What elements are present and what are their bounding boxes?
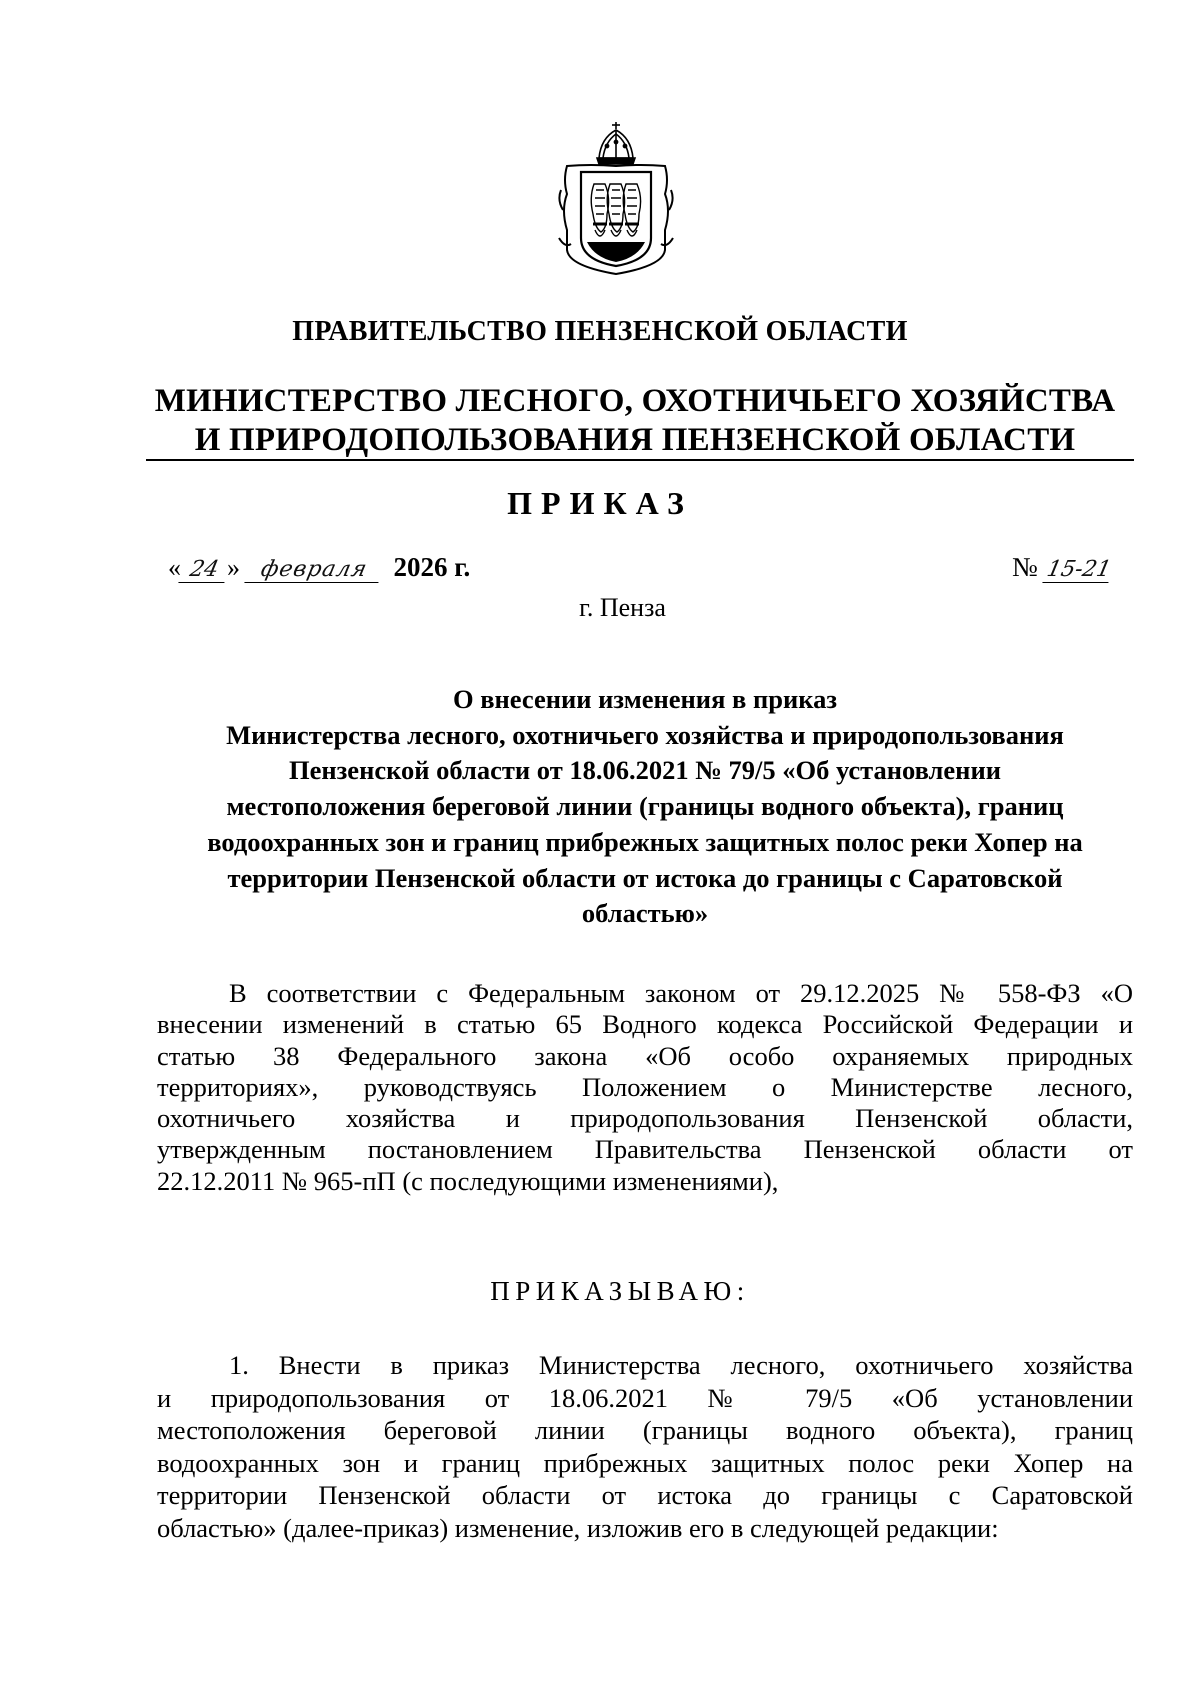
preamble-line: внесении изменений в статью 65 Водного кодекса Российской Федерации и [157, 1009, 1133, 1040]
preamble-line: охотничьего хозяйства и природопользования Пензенской области, [157, 1103, 1133, 1134]
preamble-line: 22.12.2011 № 965-пП (с последующими изменениями), [157, 1165, 779, 1196]
preamble-paragraph [157, 978, 1133, 1197]
subject-line: Пензенской области от 18.06.2021 № 79/5 «Об установлении [289, 755, 1001, 786]
handwritten-number: 15-21 [1042, 558, 1113, 583]
document-type-title: ПРИКАЗ [507, 485, 693, 521]
header-underline [146, 459, 1134, 461]
date-quote-close: » [227, 553, 240, 582]
ministry-title-line-1: МИНИСТЕРСТВО ЛЕСНОГО, ОХОТНИЧЬЕГО ХОЗЯЙСТВА [154, 383, 1116, 419]
item-line: областью» (далее-приказ) изменение, изложив его в следующей редакции: [157, 1512, 999, 1543]
subject-line: О внесении изменения в приказ [452, 684, 838, 714]
ministry-title-line-2: И ПРИРОДОПОЛЬЗОВАНИЯ ПЕНЗЕНСКОЙ ОБЛАСТИ [194, 422, 1076, 458]
government-title: ПРАВИТЕЛЬСТВО ПЕНЗЕНСКОЙ ОБЛАСТИ [292, 316, 908, 347]
order-year: 2026 г. [393, 552, 471, 582]
preamble-line: территориях», руководствуясь Положением о Министерстве лесного, [157, 1071, 1133, 1102]
preamble-line: В соответствии с Федеральным законом от 29.12.2025 № 558-ФЗ «О [229, 978, 1133, 1008]
order-directive-word: ПРИКАЗЫВАЮ: [490, 1276, 750, 1306]
date-quote-open: « [168, 553, 181, 582]
order-number [1012, 552, 1111, 583]
item-line: 1. Внести в приказ Министерства лесного, охотничьего хозяйства [229, 1350, 1133, 1380]
item-line: местоположения береговой линии (границы водного объекта), границ [157, 1415, 1133, 1446]
handwritten-day: 24 [178, 558, 229, 583]
handwritten-month: февраля [244, 558, 383, 583]
coat-of-arms-emblem [557, 120, 675, 278]
item-line: территории Пензенской области от истока до границы с Саратовской [157, 1480, 1133, 1511]
issue-city: г. Пенза [579, 593, 666, 622]
preamble-line: статью 38 Федерального закона «Об особо охраняемых природных [157, 1040, 1133, 1071]
number-sign: № [1012, 552, 1038, 582]
item-line: и природопользования от 18.06.2021 № 79/5 «Об установлении [157, 1382, 1133, 1413]
order-item-1 [157, 1349, 1133, 1545]
subject-line: территории Пензенской области от истока до границы с Саратовской [227, 862, 1063, 893]
subject-line: областью» [581, 898, 709, 929]
subject-line: Министерства лесного, охотничьего хозяйства и природопользования [226, 719, 1064, 750]
item-line: водоохранных зон и границ прибрежных защитных полос реки Хопер на [157, 1447, 1133, 1478]
order-date [168, 552, 470, 586]
subject-line: водоохранных зон и границ прибрежных защитных полос реки Хопер на [207, 826, 1083, 857]
subject-line: местоположения береговой линии (границы водного объекта), границ [226, 791, 1064, 822]
order-subject [150, 682, 1140, 932]
crown-icon [597, 122, 635, 164]
sheaves-icon [591, 184, 640, 236]
preamble-line: утвержденным постановлением Правительства Пензенской области от [157, 1134, 1133, 1165]
